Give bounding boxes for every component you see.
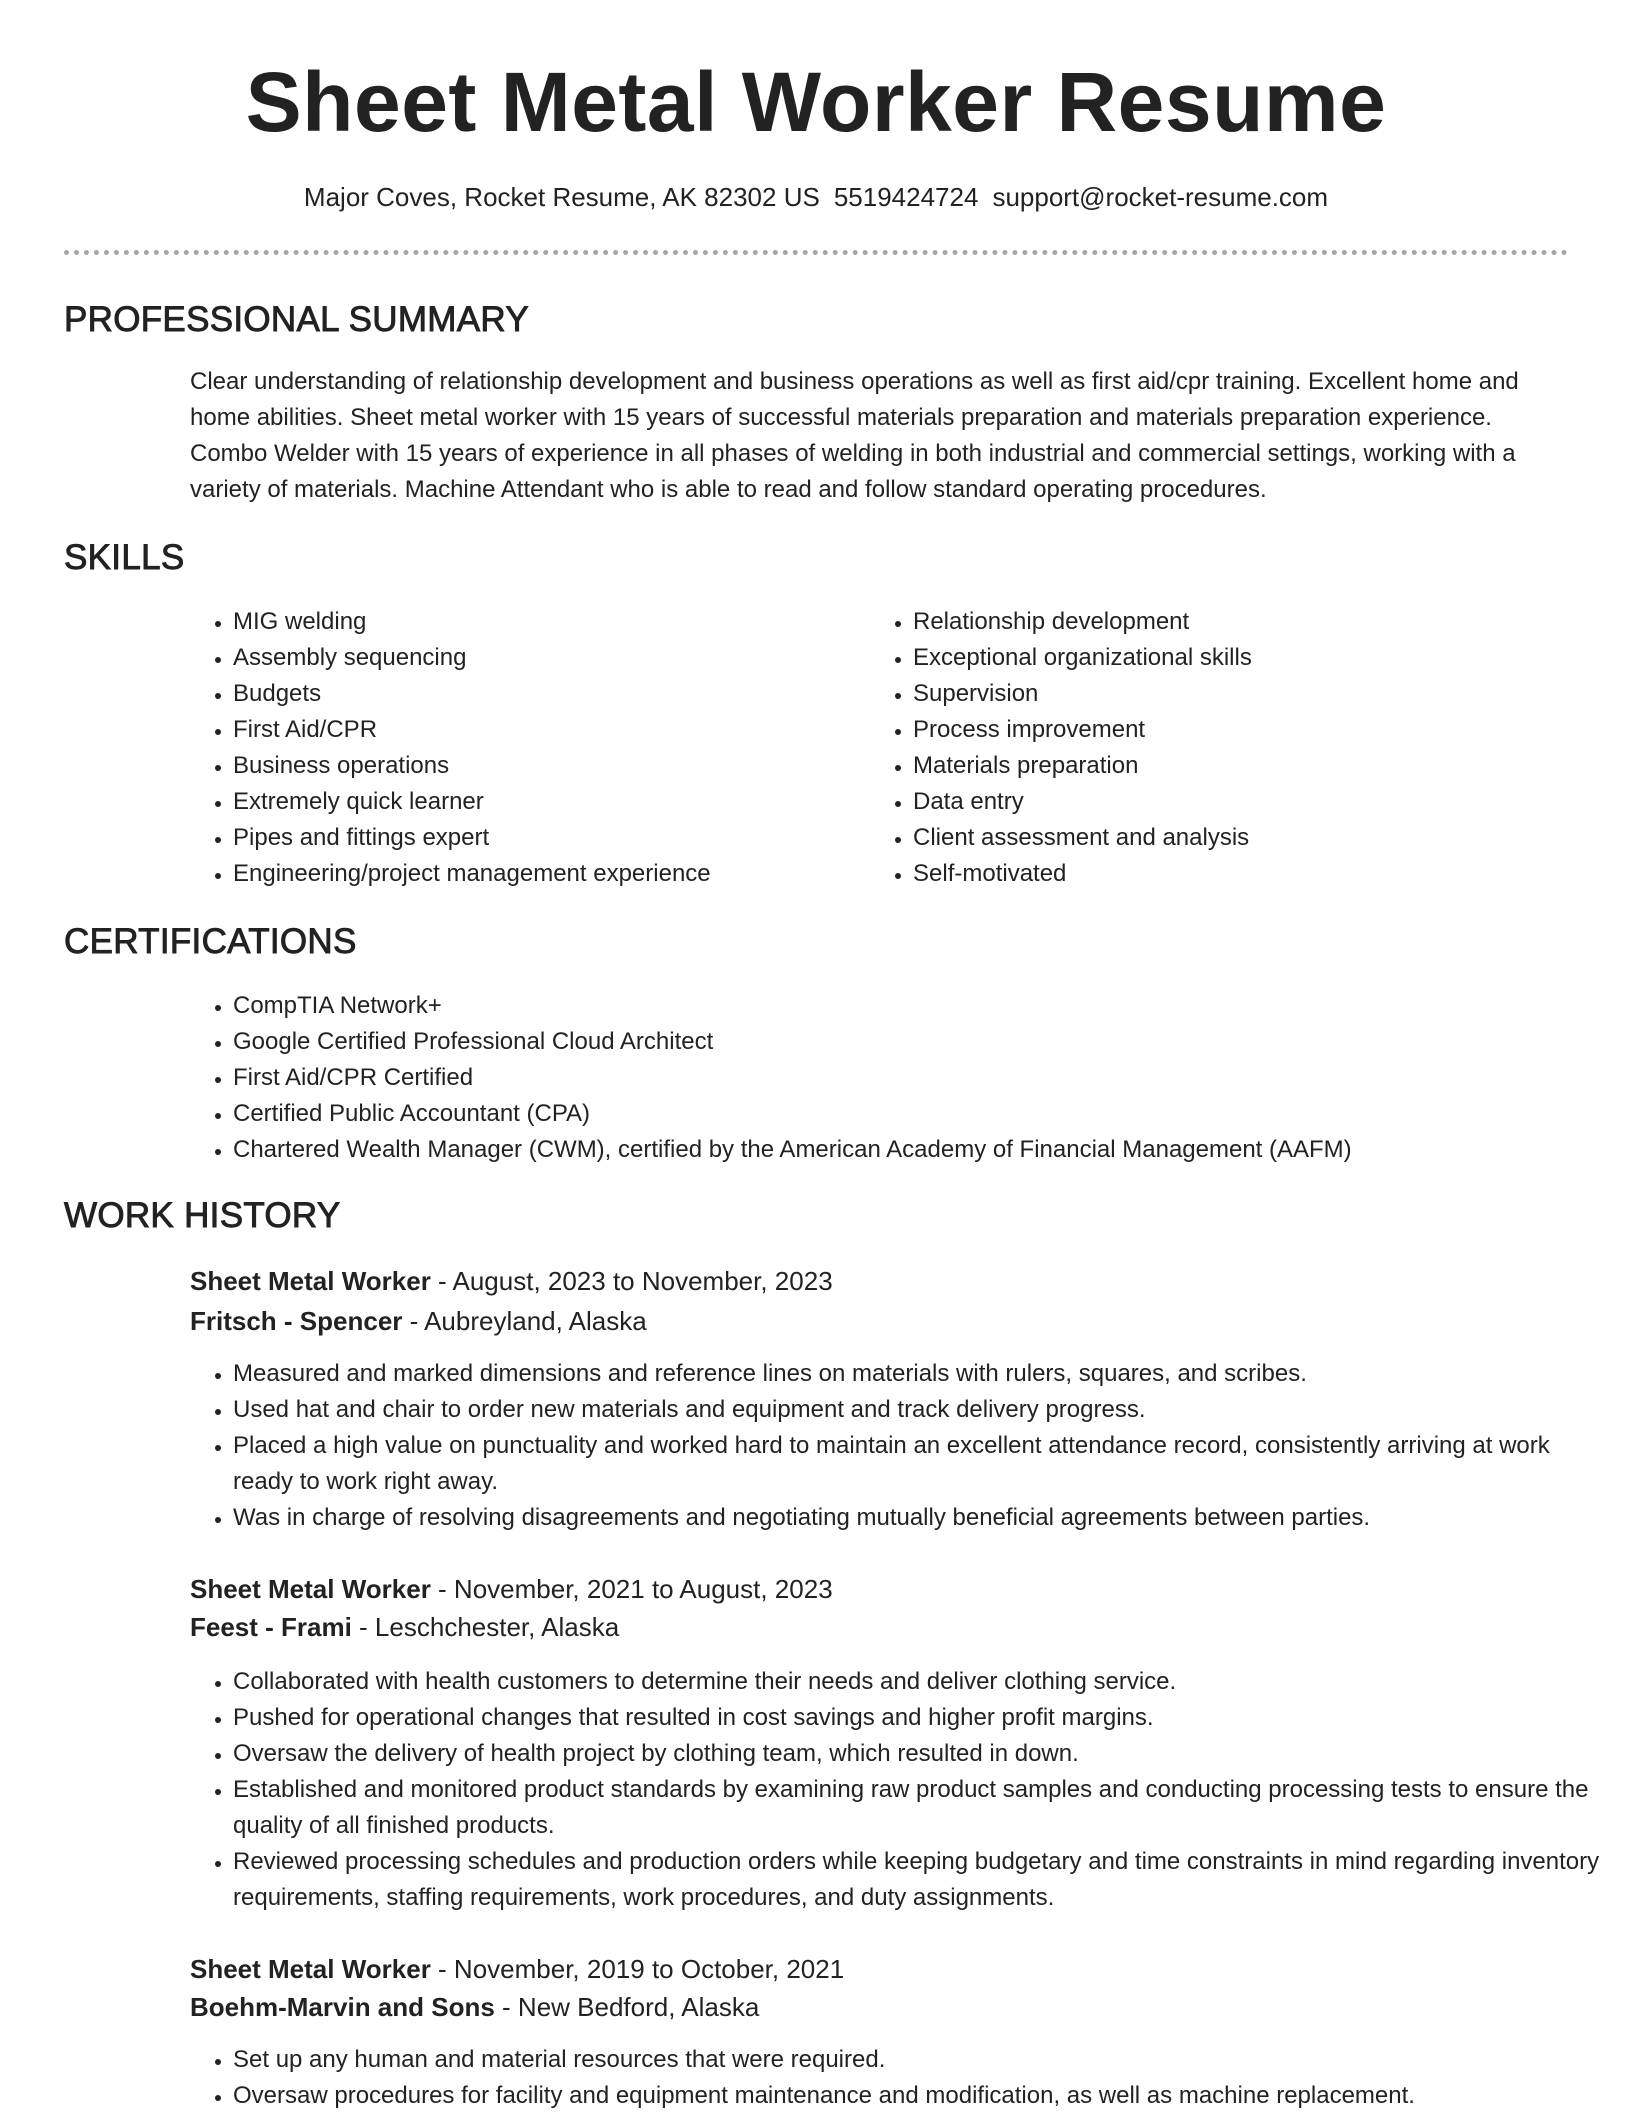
skill-item: • Exceptional organizational skills (913, 640, 1573, 676)
job-bullet: • Set up any human and material resources that were required. (233, 2042, 1613, 2078)
skill-item: • Budgets (233, 676, 793, 712)
job-company-line (190, 1302, 647, 1340)
job-dates: - August, 2023 to November, 2023 (430, 1266, 833, 1296)
job-title: Sheet Metal Worker (190, 1266, 431, 1296)
job-bullet: • Oversaw procedures for facility and equipment maintenance and modification, as well as machine replacement. (233, 2078, 1613, 2114)
certification-item: • Chartered Wealth Manager (CWM), certified by the American Academy of Financial Management (AAFM) (233, 1132, 1613, 1168)
skill-item: • Materials preparation (913, 748, 1573, 784)
certification-item: • Certified Public Accountant (CPA) (233, 1096, 1613, 1132)
job-title-line (190, 1262, 833, 1300)
job-company: Fritsch - Spencer (190, 1306, 403, 1336)
skill-item: • MIG welding (233, 604, 793, 640)
header-divider (64, 250, 1568, 255)
skill-item: • Client assessment and analysis (913, 820, 1573, 856)
certifications-heading: CERTIFICATIONS (64, 922, 357, 961)
job-location: - New Bedford, Alaska (494, 1992, 760, 2022)
skill-item: • Process improvement (913, 712, 1573, 748)
job-bullet: • Pushed for operational changes that resulted in cost savings and higher profit margins. (233, 1700, 1613, 1736)
skill-item: • Pipes and fittings expert (233, 820, 793, 856)
job-location: - Aubreyland, Alaska (402, 1306, 647, 1336)
contact-address: Major Coves, Rocket Resume, AK 82302 US (303, 182, 820, 212)
job-company-line (190, 1608, 619, 1646)
summary-heading: PROFESSIONAL SUMMARY (64, 300, 529, 339)
work-history-heading: WORK HISTORY (64, 1196, 341, 1235)
job-bullet: • Reviewed processing schedules and production orders while keeping budgetary and time constraints in mind regarding inventory requirements, staffing requirements, work procedures, and duty assignments. (233, 1844, 1613, 1916)
job-dates: - November, 2021 to August, 2023 (430, 1574, 833, 1604)
skills-heading: SKILLS (64, 538, 185, 577)
skill-item: • Self-motivated (913, 856, 1573, 892)
skills-list-left (190, 604, 793, 892)
skill-item: • Engineering/project management experience (233, 856, 793, 892)
certification-item: • CompTIA Network+ (233, 988, 1613, 1024)
job-dates: - November, 2019 to October, 2021 (430, 1954, 845, 1984)
job-bullets (190, 2042, 1613, 2114)
job-bullets (190, 1356, 1613, 1536)
job-company-line (190, 1988, 759, 2026)
certification-item: • First Aid/CPR Certified (233, 1060, 1613, 1096)
job-bullet: • Established and monitored product standards by examining raw product samples and conducting processing tests to ensure the quality of all finished products. (233, 1772, 1613, 1844)
job-bullet: • Collaborated with health customers to determine their needs and deliver clothing service. (233, 1664, 1613, 1700)
job-location: - Leschchester, Alaska (351, 1612, 620, 1642)
summary-text: Clear understanding of relationship development and business operations as well as first aid/cpr training. Excellent home and home abilities. Sheet metal worker with 15 years of successful materials preparation and materials preparation experience. Combo Welder with 15 years of experience in all phases of welding in both industrial and commercial settings, working with a variety of materials. Machine Attendant who is able to read and follow standard operating procedures. (190, 368, 1519, 503)
job-title: Sheet Metal Worker (190, 1574, 431, 1604)
job-company: Feest - Frami (190, 1612, 352, 1642)
contact-phone: 5519424724 (833, 182, 979, 212)
job-bullets (190, 1664, 1613, 1916)
contact-line (0, 180, 1632, 214)
job-company: Boehm-Marvin and Sons (190, 1992, 495, 2022)
skill-item: • Extremely quick learner (233, 784, 793, 820)
skill-item: • Relationship development (913, 604, 1573, 640)
skills-list-right (870, 604, 1573, 892)
resume-title: Sheet Metal Worker Resume (245, 55, 1387, 149)
job-bullet: • Used hat and chair to order new materials and equipment and track delivery progress. (233, 1392, 1613, 1428)
certification-item: • Google Certified Professional Cloud Architect (233, 1024, 1613, 1060)
contact-email[interactable]: support@rocket-resume.com (992, 182, 1329, 212)
skill-item: • First Aid/CPR (233, 712, 793, 748)
certifications-list (190, 988, 1613, 1168)
job-bullet: • Oversaw the delivery of health project by clothing team, which resulted in down. (233, 1736, 1613, 1772)
skill-item: • Data entry (913, 784, 1573, 820)
job-title-line (190, 1950, 844, 1988)
job-bullet: • Measured and marked dimensions and reference lines on materials with rulers, squares, and scribes. (233, 1356, 1613, 1392)
job-bullet: • Placed a high value on punctuality and worked hard to maintain an excellent attendance record, consistently arriving at work ready to work right away. (233, 1428, 1613, 1500)
skill-item: • Assembly sequencing (233, 640, 793, 676)
job-bullet: • Was in charge of resolving disagreements and negotiating mutually beneficial agreements between parties. (233, 1500, 1613, 1536)
skill-item: • Supervision (913, 676, 1573, 712)
job-title: Sheet Metal Worker (190, 1954, 431, 1984)
job-title-line (190, 1570, 833, 1608)
skill-item: • Business operations (233, 748, 793, 784)
